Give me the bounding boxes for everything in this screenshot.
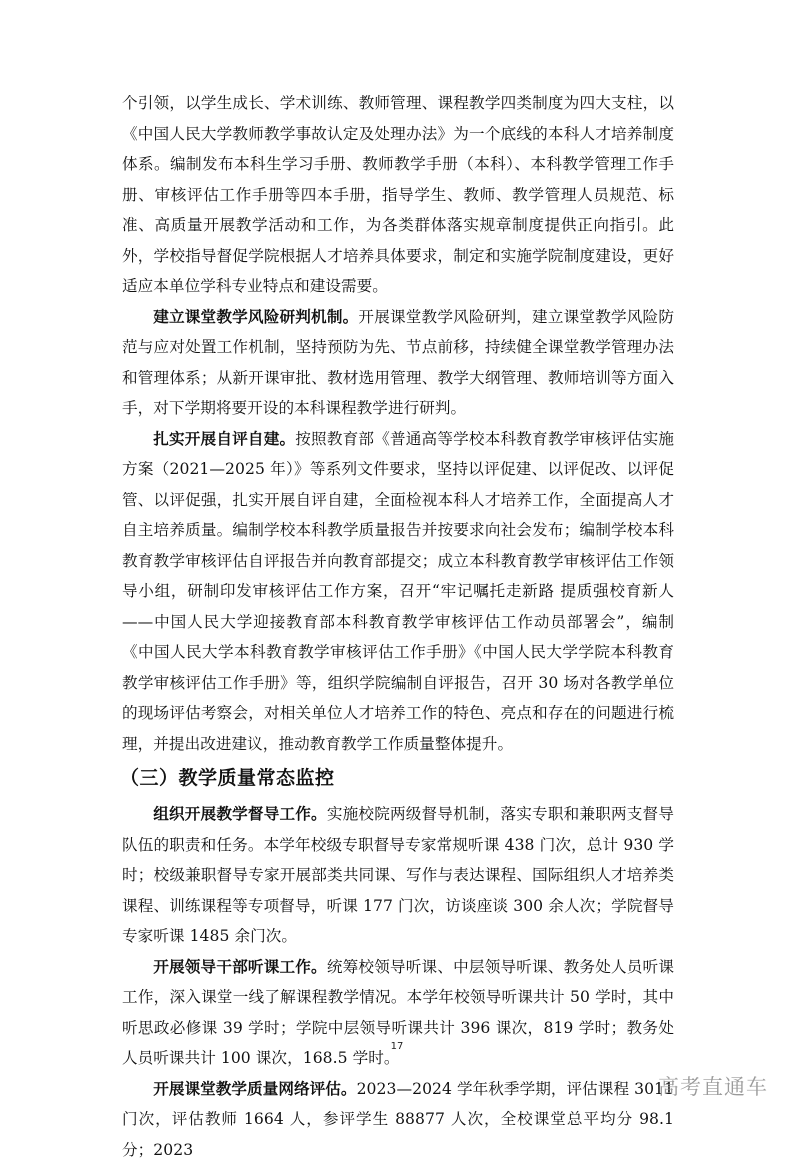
watermark: 高考直通车 [658, 1071, 768, 1101]
paragraph-supervision [122, 799, 674, 952]
paragraph-text: 实施校院两级督导机制，落实专职和兼职两支督导队伍的职责和任务。本学年校级专职督导专家常规听课 438 门次，总计 930 学时；校级兼职督导专家开展部类共同课、写作与表达课程、国际组织人才培养类课程、训练课程等专项督导，听课 177 门次，访谈座谈 300 余人次；学院督导专家听课 1485 余门次。 [122, 805, 674, 945]
paragraph-text: 按照教育部《普通高等学校本科教育教学审核评估实施方案（2021—2025 年）》等系列文件要求，坚持以评促建、以评促改、以评促管、以评促强，扎实开展自评自建，全面检视本科人才培养工作，全面提高人才自主培养质量。编制学校本科教学质量报告并按要求向社会发布；编制学校本科教育教学审核评估自评报告并向教育部提交；成立本科教育教学审核评估工作领导小组，研制印发审核评估工作方案，召开“牢记嘱托走新路 提质强校育新人——中国人民大学迎接教育部本科教育教学审核评估工作动员部署会”，编制《中国人民大学本科教育教学审核评估工作手册》《中国人民大学学院本科教育教学审核评估工作手册》等，组织学院编制自评报告，召开 30 场对各教学单位的现场评估考察会，对相关单位人才培养工作的特色、亮点和存在的问题进行梳理，并提出改进建议，推动教育教学工作质量整体提升。 [122, 430, 674, 753]
paragraph-text: 2023—2024 学年秋季学期，评估课程 3011 门次，评估教师 1664 人，参评学生 88877 人次，全校课堂总平均分 98.1 分；2023 [122, 1080, 674, 1159]
paragraph-leader-observation [122, 952, 674, 1074]
paragraph-text: 开展课堂教学风险研判，建立课堂教学风险防范与应对处置工作机制，坚持预防为先、节点前移，持续健全课堂教学管理办法和管理体系；从新开课审批、教材选用管理、教学大纲管理、教师培训等方面入手，对下学期将要开设的本科课程教学进行研判。 [122, 308, 674, 418]
paragraph-lead: 开展领导干部听课工作。 [153, 957, 327, 976]
page-number: 17 [0, 1041, 794, 1052]
section-heading: （三）教学质量常态监控 [120, 761, 674, 795]
paragraph-text: 统筹校领导听课、中层领导听课、教务处人员听课工作，深入课堂一线了解课程教学情况。本学年校领导听课共计 50 学时，其中听思政必修课 39 学时；学院中层领导听课共计 396 课次，819 学时；教务处人员听课共计 100 课次，168.5 学时。 [122, 958, 674, 1068]
paragraph-lead: 扎实开展自评自建。 [153, 429, 295, 448]
paragraph-risk-assessment [122, 302, 674, 424]
paragraph-self-evaluation [122, 424, 674, 760]
paragraph-text: 个引领，以学生成长、学术训练、教师管理、课程教学四类制度为四大支柱，以《中国人民大学教师教学事故认定及处理办法》为一个底线的本科人才培养制度体系。编制发布本科生学习手册、教师教学手册（本科）、本科教学管理工作手册、审核评估工作手册等四本手册，指导学生、教师、教学管理人员规范、标准、高质量开展教学活动和工作，为各类群体落实规章制度提供正向指引。此外，学校指导督促学院根据人才培养具体要求，制定和实施学院制度建设，更好适应本单位学科专业特点和建设需要。 [122, 94, 674, 295]
document-body [122, 88, 674, 1165]
paragraph-lead: 开展课堂教学质量网络评估。 [153, 1079, 356, 1098]
paragraph-system-framework [122, 88, 674, 302]
paragraph-lead: 组织开展教学督导工作。 [153, 804, 327, 823]
paragraph-online-evaluation [122, 1074, 674, 1165]
paragraph-lead: 建立课堂教学风险研判机制。 [153, 307, 358, 326]
